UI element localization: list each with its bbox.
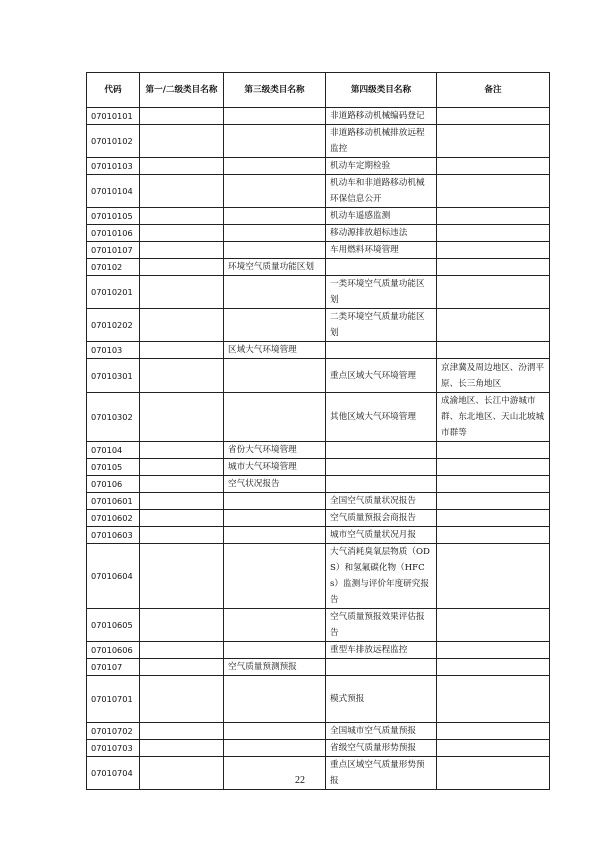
cell-level3: 省份大气环境管理 [224,442,326,459]
cell-note [437,108,550,125]
cell-note [437,527,550,544]
cell-level4: 模式预报 [326,676,437,723]
cell-note [437,609,550,642]
cell-level3: 区域大气环境管理 [224,342,326,359]
cell-level4 [326,659,437,676]
cell-note [437,442,550,459]
classification-table [86,72,550,790]
cell-level3 [224,642,326,659]
cell-level12 [140,527,224,544]
cell-code: 07010601 [87,493,140,510]
cell-note [437,642,550,659]
cell-level4: 一类环境空气质量功能区划 [326,276,437,309]
table-row [87,309,550,342]
table-row [87,108,550,125]
cell-level12 [140,108,224,125]
cell-level4 [326,342,437,359]
table-body [87,108,550,790]
cell-level12 [140,125,224,158]
cell-code: 07010107 [87,242,140,259]
cell-note [437,544,550,609]
cell-level4: 重型车排放远程监控 [326,642,437,659]
cell-code: 07010202 [87,309,140,342]
cell-level3 [224,175,326,208]
cell-code: 07010704 [87,757,140,790]
table-row [87,158,550,175]
cell-level12 [140,740,224,757]
cell-level3: 空气状况报告 [224,476,326,493]
cell-level3 [224,676,326,723]
table-row [87,175,550,208]
cell-level3 [224,125,326,158]
table-row [87,740,550,757]
cell-level3 [224,309,326,342]
cell-level3 [224,158,326,175]
cell-code: 07010605 [87,609,140,642]
cell-level3: 环境空气质量功能区划 [224,259,326,276]
cell-level3 [224,723,326,740]
cell-level12 [140,459,224,476]
cell-code: 07010102 [87,125,140,158]
cell-level3 [224,208,326,225]
cell-note [437,659,550,676]
cell-level12 [140,544,224,609]
cell-level4: 二类环境空气质量功能区划 [326,309,437,342]
cell-note [437,723,550,740]
cell-level12 [140,659,224,676]
cell-note [437,342,550,359]
cell-note [437,125,550,158]
cell-code: 07010105 [87,208,140,225]
cell-level12 [140,276,224,309]
cell-level3 [224,242,326,259]
table-row [87,459,550,476]
table-row [87,259,550,276]
cell-note [437,510,550,527]
cell-code: 070102 [87,259,140,276]
cell-code: 07010103 [87,158,140,175]
cell-level12 [140,642,224,659]
table-row [87,476,550,493]
cell-note: 成渝地区、长江中游城市群、东北地区、天山北坡城市群等 [437,393,550,442]
cell-code: 070103 [87,342,140,359]
cell-level4: 全国空气质量状况报告 [326,493,437,510]
cell-level4: 城市空气质量状况月报 [326,527,437,544]
cell-level12 [140,493,224,510]
cell-code: 07010702 [87,723,140,740]
cell-level12 [140,242,224,259]
cell-level3 [224,544,326,609]
cell-level4 [326,459,437,476]
cell-code: 07010606 [87,642,140,659]
cell-level4: 重点区域大气环境管理 [326,359,437,393]
header-row [87,73,550,108]
table-row [87,359,550,393]
cell-note [437,242,550,259]
cell-level4: 省级空气质量形势预报 [326,740,437,757]
cell-code: 07010604 [87,544,140,609]
cell-note [437,259,550,276]
cell-level12 [140,476,224,493]
table-row [87,659,550,676]
cell-level3 [224,276,326,309]
cell-code: 07010301 [87,359,140,393]
cell-note [437,309,550,342]
cell-code: 07010701 [87,676,140,723]
cell-level12 [140,393,224,442]
table-row [87,242,550,259]
table-row [87,609,550,642]
cell-level3 [224,609,326,642]
header-level3: 第三级类目名称 [224,73,326,108]
header-code: 代码 [87,73,140,108]
table-row [87,442,550,459]
cell-code: 07010104 [87,175,140,208]
cell-level4: 移动源排放超标违法 [326,225,437,242]
cell-code: 070104 [87,442,140,459]
cell-level4: 机动车遥感监测 [326,208,437,225]
cell-level4: 非道路移动机械排放远程监控 [326,125,437,158]
cell-level12 [140,723,224,740]
cell-level4: 重点区域空气质量形势预报 [326,757,437,790]
cell-level4: 机动车和非道路移动机械环保信息公开 [326,175,437,208]
cell-level3 [224,393,326,442]
cell-note [437,740,550,757]
table-row [87,544,550,609]
cell-level12 [140,342,224,359]
cell-note [437,158,550,175]
table-row [87,276,550,309]
cell-level12 [140,208,224,225]
cell-level12 [140,225,224,242]
table-row [87,723,550,740]
cell-level4 [326,442,437,459]
cell-level12 [140,175,224,208]
cell-level3 [224,108,326,125]
cell-level3 [224,493,326,510]
cell-level4: 车用燃料环境管理 [326,242,437,259]
cell-level12 [140,259,224,276]
header-level12: 第一/二级类目名称 [140,73,224,108]
table-row [87,676,550,723]
cell-level4: 非道路移动机械编码登记 [326,108,437,125]
cell-note [437,175,550,208]
cell-level4 [326,259,437,276]
table-row [87,208,550,225]
cell-note [437,276,550,309]
cell-level4: 空气质量预报效果评估报告 [326,609,437,642]
cell-note [437,459,550,476]
cell-code: 07010101 [87,108,140,125]
cell-level3 [224,359,326,393]
cell-level4: 全国城市空气质量预报 [326,723,437,740]
table-row [87,527,550,544]
table-row [87,510,550,527]
cell-level12 [140,359,224,393]
header-level4: 第四级类目名称 [326,73,437,108]
cell-level12 [140,510,224,527]
cell-level4: 其他区域大气环境管理 [326,393,437,442]
cell-note [437,225,550,242]
cell-level3 [224,510,326,527]
table-row [87,642,550,659]
cell-code: 07010106 [87,225,140,242]
cell-level12 [140,609,224,642]
cell-level3: 城市大气环境管理 [224,459,326,476]
cell-level4: 大气消耗臭氧层物质（ODS）和氢氟碳化物（HFCs）监测与评价年度研究报告 [326,544,437,609]
cell-note [437,676,550,723]
cell-level3 [224,740,326,757]
cell-code: 070107 [87,659,140,676]
table-row [87,225,550,242]
table-row [87,493,550,510]
cell-note [437,208,550,225]
table-row [87,342,550,359]
cell-code: 07010603 [87,527,140,544]
cell-code: 070106 [87,476,140,493]
cell-level4: 空气质量预报会商报告 [326,510,437,527]
table-row [87,393,550,442]
cell-level3 [224,527,326,544]
cell-code: 07010201 [87,276,140,309]
cell-code: 07010302 [87,393,140,442]
cell-code: 07010703 [87,740,140,757]
cell-level12 [140,158,224,175]
cell-code: 070105 [87,459,140,476]
cell-level4: 机动车定期检验 [326,158,437,175]
cell-level12 [140,676,224,723]
cell-level12 [140,442,224,459]
header-note: 备注 [437,73,550,108]
cell-level3 [224,225,326,242]
cell-note [437,493,550,510]
cell-code: 07010602 [87,510,140,527]
cell-level12 [140,309,224,342]
cell-note [437,476,550,493]
cell-level3: 空气质量预测预报 [224,659,326,676]
page-number: 22 [295,775,305,786]
cell-note: 京津冀及周边地区、汾渭平原、长三角地区 [437,359,550,393]
cell-level4 [326,476,437,493]
table-row [87,125,550,158]
